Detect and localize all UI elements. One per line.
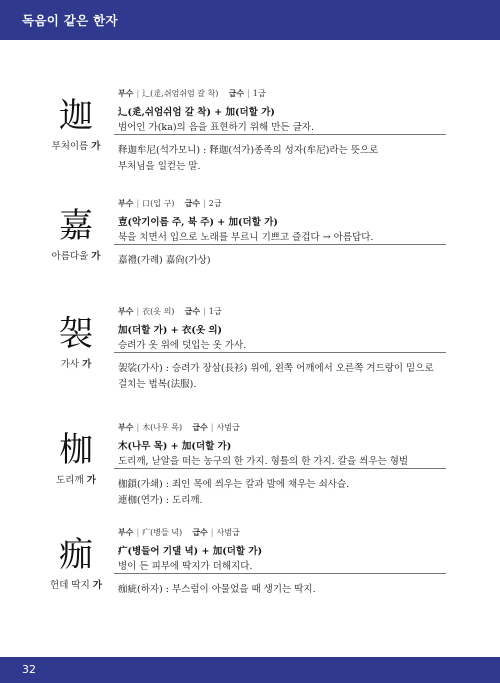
meaning-description: 범어인 가(ka)의 음을 표현하기 위해 만든 글자. — [118, 122, 314, 133]
example-line: 連枷(연가) : 도리깨. — [118, 495, 203, 506]
meaning-description: 병이 든 피부에 딱지가 더해지다. — [118, 561, 253, 572]
example-line: 枷鎖(가쇄) : 죄인 목에 씌우는 칼과 발에 채우는 쇠사슬. — [118, 479, 350, 490]
hanja-character: 枷 — [59, 430, 93, 470]
grade-label: 급수 — [192, 528, 208, 537]
reading-sound: 가 — [82, 359, 92, 370]
grade-label: 급수 — [192, 423, 208, 432]
hanja-reading — [28, 138, 124, 152]
footer-bar — [0, 657, 500, 683]
radical-value: 疒(병들 녁) — [142, 528, 183, 537]
radical-grade-line: 부수 | 辶(辵,쉬엄쉬엄 갈 착) 급수 | 1급 — [118, 89, 266, 98]
composition-formula: 壴(악기이름 주, 북 주) + 加(더할 가) — [118, 217, 278, 228]
grade-value: 사범급 — [216, 528, 240, 537]
example-line: 痂疵(하자) : 부스럼이 아물었을 때 생기는 딱지. — [118, 584, 316, 595]
hanja-reading — [28, 472, 124, 486]
grade-value: 2급 — [208, 199, 222, 208]
hanja-character: 迦 — [59, 96, 93, 136]
radical-value: 辶(辵,쉬엄쉬엄 갈 착) — [142, 89, 219, 98]
hanja-character: 痂 — [59, 535, 93, 575]
radical-grade-line: 부수 | 口(입 구) 급수 | 2급 — [118, 199, 222, 208]
meaning-description: 도리깨, 낟알을 떠는 농구의 한 가지. 형틀의 한 가지. 칼을 씌우는 형벌 — [118, 456, 409, 467]
example-line: 嘉禮(가례) 嘉尙(가상) — [118, 255, 211, 266]
radical-label: 부수 — [118, 199, 134, 208]
grade-value: 사범급 — [216, 423, 240, 432]
example-line: 袈裟(가사) : 승려가 장삼(長衫) 위에, 왼쪽 어깨에서 오른쪽 겨드랑이 밑으로 — [118, 363, 434, 374]
divider-line — [114, 134, 446, 135]
radical-grade-line: 부수 | 疒(병들 녁) 급수 | 사범급 — [118, 528, 240, 537]
divider-line — [114, 352, 446, 353]
divider-line — [114, 244, 446, 245]
grade-value: 1급 — [252, 89, 266, 98]
grade-label: 급수 — [184, 199, 201, 208]
radical-label: 부수 — [118, 528, 134, 537]
radical-value: 木(나무 목) — [142, 423, 183, 432]
meaning-description: 승려가 옷 위에 덧입는 옷 가사. — [118, 340, 247, 351]
reading-sound: 가 — [91, 141, 101, 152]
page-number: 32 — [22, 663, 36, 676]
radical-grade-line: 부수 | 衣(옷 의) 급수 | 1급 — [118, 307, 222, 316]
page-header-title: 독음이 같은 한자 — [22, 13, 118, 28]
grade-label: 급수 — [184, 307, 201, 316]
reading-meaning: 헌데 딱지 — [50, 580, 93, 591]
reading-sound: 가 — [92, 580, 102, 591]
reading-meaning: 도리깨 — [56, 475, 87, 486]
grade-label: 급수 — [228, 89, 245, 98]
header-bar — [0, 0, 500, 40]
hanja-reading — [28, 356, 124, 370]
reading-meaning: 가사 — [60, 359, 83, 370]
hanja-reading — [28, 577, 124, 591]
divider-line — [114, 573, 446, 574]
meaning-description: 북을 치면서 입으로 노래를 부르니 기쁘고 즐겁다 → 아름답다. — [118, 232, 374, 243]
divider-line — [114, 468, 446, 469]
radical-label: 부수 — [118, 89, 134, 98]
example-line: 부처님을 일컫는 말. — [118, 161, 201, 172]
composition-formula: 疒(병들어 기댈 녁) + 加(더할 가) — [118, 546, 263, 557]
example-line: 释迦牟尼(석가모니) : 释迦(석가)종족의 성자(牟尼)라는 뜻으로 — [118, 145, 379, 156]
radical-label: 부수 — [118, 423, 134, 432]
composition-formula: 木(나무 목) + 加(더할 가) — [118, 441, 232, 452]
hanja-character: 袈 — [59, 314, 93, 354]
composition-formula: 加(더할 가) + 衣(옷 의) — [118, 325, 223, 336]
radical-grade-line: 부수 | 木(나무 목) 급수 | 사범급 — [118, 423, 240, 432]
composition-formula: 辶(辵,쉬엄쉬엄 갈 착) + 加(더할 가) — [118, 107, 275, 118]
grade-value: 1급 — [208, 307, 222, 316]
reading-sound: 가 — [91, 251, 101, 262]
example-line: 걸치는 법복(法服). — [118, 379, 197, 390]
reading-meaning: 아름다울 — [51, 251, 92, 262]
reading-meaning: 부처이름 — [51, 141, 92, 152]
radical-label: 부수 — [118, 307, 134, 316]
radical-value: 口(입 구) — [142, 199, 175, 208]
reading-sound: 가 — [86, 475, 96, 486]
hanja-reading — [28, 248, 124, 262]
radical-value: 衣(옷 의) — [142, 307, 175, 316]
hanja-character: 嘉 — [59, 206, 93, 246]
